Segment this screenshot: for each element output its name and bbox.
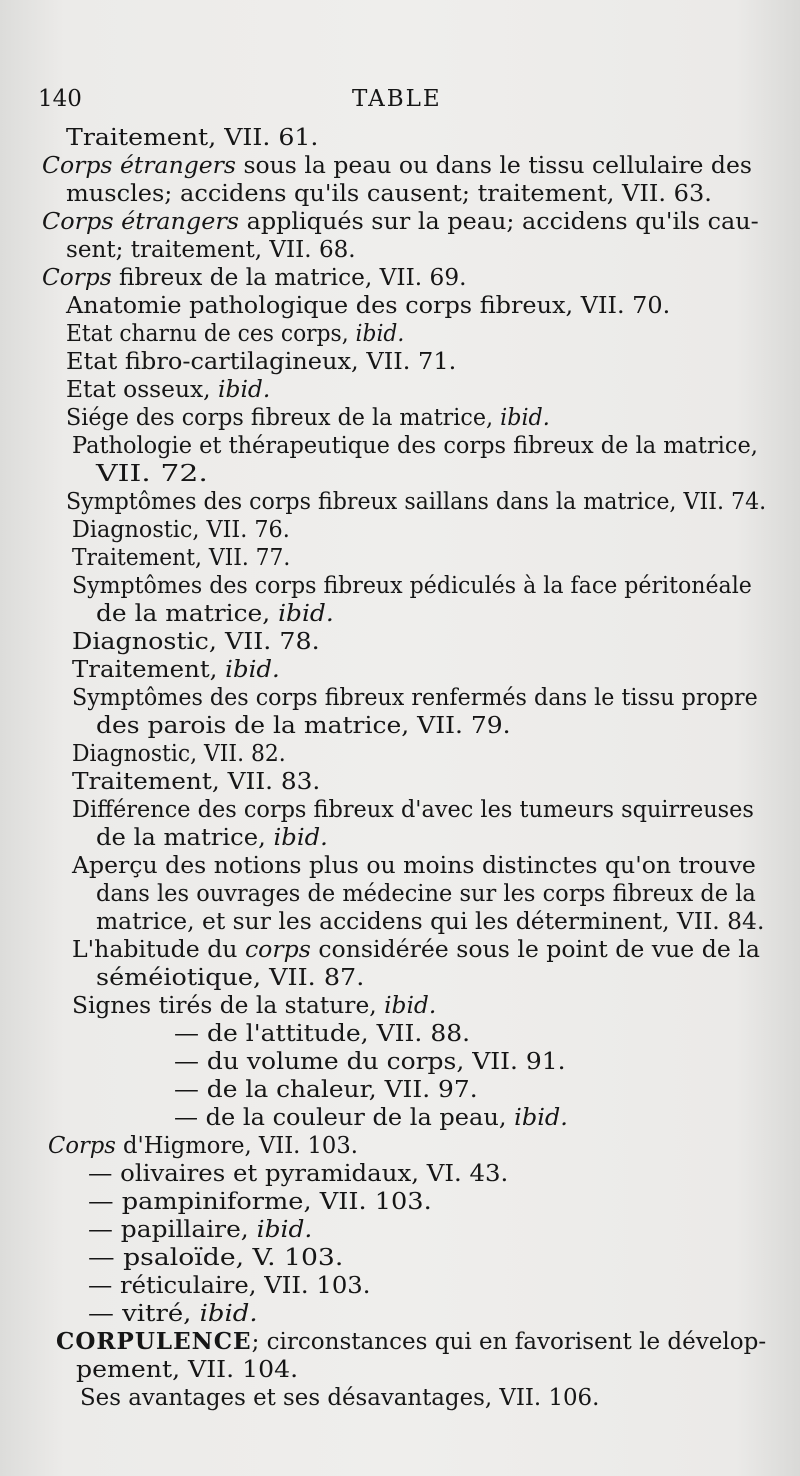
- index-entry-line: [66, 404, 550, 432]
- index-entry-line: [96, 964, 364, 992]
- index-entry-line: [66, 292, 670, 320]
- index-entry-line: [88, 1272, 370, 1300]
- index-entry-line: [96, 880, 756, 908]
- entry-text: Traitement, VII. 61.: [66, 125, 319, 151]
- index-entry-line: [88, 1300, 258, 1328]
- entry-text: — du volume du corps, VII. 91.: [174, 1049, 566, 1075]
- index-entry-line: [66, 124, 318, 152]
- entry-text: Traitement,: [72, 657, 226, 683]
- entry-text: des parois de la matrice, VII. 79.: [96, 713, 511, 739]
- entry-text: Siége des corps fibreux de la matrice,: [66, 405, 501, 431]
- entry-text: Etat charnu de ces corps,: [66, 321, 356, 347]
- index-entry-line: [96, 824, 328, 852]
- entry-text: pement, VII. 104.: [76, 1357, 299, 1383]
- index-entry-line: [42, 208, 759, 236]
- entry-text: — papillaire,: [88, 1217, 257, 1243]
- italic-term: ibid.: [225, 657, 280, 683]
- entry-text: de la matrice,: [96, 601, 279, 627]
- index-entry-line: [72, 992, 436, 1020]
- entry-text: Traitement, VII. 77.: [72, 545, 291, 571]
- entry-text: appliqués sur la peau; accidens qu'ils cau-: [239, 209, 759, 235]
- index-entry-line: [76, 1356, 298, 1384]
- entry-text: Symptômes des corps fibreux pédiculés à la face péritonéale: [72, 573, 752, 599]
- entry-text: Etat osseux,: [66, 377, 219, 403]
- index-entry-line: [72, 656, 280, 684]
- entry-text: — psaloïde, V. 103.: [88, 1245, 344, 1271]
- index-entry-line: [56, 1328, 766, 1356]
- italic-term: Corps: [42, 265, 112, 291]
- index-entry-line: [66, 320, 404, 348]
- italic-term: ibid.: [199, 1301, 258, 1327]
- entry-text: Aperçu des notions plus ou moins distinctes qu'on trouve: [72, 853, 756, 879]
- italic-term: ibid.: [384, 993, 437, 1019]
- index-entry-line: [88, 1160, 508, 1188]
- entry-text: — de la couleur de la peau,: [174, 1105, 515, 1131]
- italic-term: ibid.: [355, 321, 405, 347]
- italic-term: ibid.: [514, 1105, 568, 1131]
- index-entry-line: [96, 712, 511, 740]
- entry-text: Traitement, VII. 83.: [72, 769, 321, 795]
- index-entry-line: [72, 740, 286, 768]
- index-entry-line: [72, 572, 752, 600]
- index-entry-line: [88, 1216, 312, 1244]
- entry-text: Pathologie et thérapeutique des corps fibreux de la matrice,: [72, 433, 758, 459]
- index-entry-line: [88, 1244, 343, 1272]
- entry-text: Ses avantages et ses désavantages, VII. 106.: [80, 1385, 600, 1411]
- index-entry-line: [96, 460, 208, 488]
- entry-text: de la matrice,: [96, 825, 274, 851]
- index-entry-line: [96, 908, 764, 936]
- index-entry-line: [72, 628, 320, 656]
- index-entry-line: [72, 544, 290, 572]
- entry-text: sous la peau ou dans le tissu cellulaire des: [235, 153, 752, 179]
- page-header: [0, 86, 800, 120]
- index-entry-line: [174, 1048, 566, 1076]
- index-entry-line: [72, 432, 758, 460]
- headword: CORPULENCE: [56, 1328, 252, 1355]
- page-number: 140: [38, 86, 82, 112]
- index-entry-line: [66, 236, 356, 264]
- entry-text: Etat fibro-cartilagineux, VII. 71.: [66, 349, 457, 375]
- entry-text: dans les ouvrages de médecine sur les corps fibreux de la: [96, 881, 756, 907]
- entry-text: fibreux de la matrice, VII. 69.: [111, 265, 467, 291]
- index-entry-line: [72, 936, 760, 964]
- entry-text: Diagnostic, VII. 78.: [72, 629, 320, 655]
- entry-text: Anatomie pathologique des corps fibreux, VII. 70.: [66, 293, 671, 319]
- entry-text: ; circonstances qui en favorisent le dévelop-: [251, 1329, 767, 1355]
- italic-term: ibid.: [278, 601, 334, 627]
- entry-text: Diagnostic, VII. 76.: [72, 517, 290, 543]
- entry-text: — pampiniforme, VII. 103.: [88, 1189, 432, 1215]
- entry-text: — vitré,: [88, 1301, 200, 1327]
- entry-text: considérée sous le point de vue de la: [310, 937, 760, 963]
- index-entry-line: [72, 852, 756, 880]
- index-entry-line: [80, 1384, 599, 1412]
- entry-text: sent; traitement, VII. 68.: [66, 237, 356, 263]
- entry-text: — olivaires et pyramidaux, VI. 43.: [88, 1161, 509, 1187]
- entry-text: matrice, et sur les accidens qui les déterminent, VII. 84.: [96, 909, 765, 935]
- entry-text: L'habitude du: [72, 937, 245, 963]
- entry-text: séméiotique, VII. 87.: [96, 965, 365, 991]
- entry-text: Symptômes des corps fibreux renfermés dans le tissu propre: [72, 685, 758, 711]
- index-entry-line: [88, 1188, 432, 1216]
- italic-term: ibid.: [256, 1217, 313, 1243]
- index-entry-line: [66, 180, 712, 208]
- index-entry-line: [66, 348, 456, 376]
- entry-text: d'Higmore, VII. 103.: [115, 1133, 358, 1159]
- entry-text: — de la chaleur, VII. 97.: [174, 1077, 478, 1103]
- index-entry-line: [48, 1132, 358, 1160]
- index-entry-line: [96, 600, 334, 628]
- entry-text: muscles; accidens qu'ils causent; traitement, VII. 63.: [66, 181, 712, 207]
- entry-text: — de l'attitude, VII. 88.: [174, 1021, 471, 1047]
- index-entry-line: [72, 768, 320, 796]
- italic-term: ibid.: [500, 405, 550, 431]
- italic-term: Corps étrangers: [42, 209, 240, 235]
- index-entry-line: [66, 488, 766, 516]
- entry-text: — réticulaire, VII. 103.: [88, 1273, 371, 1299]
- index-entry-line: [72, 516, 290, 544]
- index-entry-line: [72, 684, 758, 712]
- italic-term: Corps: [48, 1133, 116, 1159]
- index-entry-line: [174, 1104, 568, 1132]
- index-entry-line: [174, 1020, 470, 1048]
- entry-text: VII. 72.: [96, 461, 208, 487]
- entry-text: Symptômes des corps fibreux saillans dans la matrice, VII. 74.: [66, 489, 767, 515]
- entry-text: Diagnostic, VII. 82.: [72, 741, 286, 767]
- italic-term: ibid.: [218, 377, 271, 403]
- entry-text: Différence des corps fibreux d'avec les tumeurs squirreuses: [72, 797, 754, 823]
- italic-term: Corps étrangers: [42, 153, 236, 179]
- index-entry-line: [174, 1076, 478, 1104]
- index-entry-line: [72, 796, 754, 824]
- index-entry-line: [66, 376, 270, 404]
- index-entry-line: [42, 152, 752, 180]
- italic-term: corps: [244, 937, 311, 963]
- index-entry-line: [42, 264, 466, 292]
- running-title: TABLE: [352, 86, 442, 112]
- entry-text: Signes tirés de la stature,: [72, 993, 385, 1019]
- italic-term: ibid.: [273, 825, 328, 851]
